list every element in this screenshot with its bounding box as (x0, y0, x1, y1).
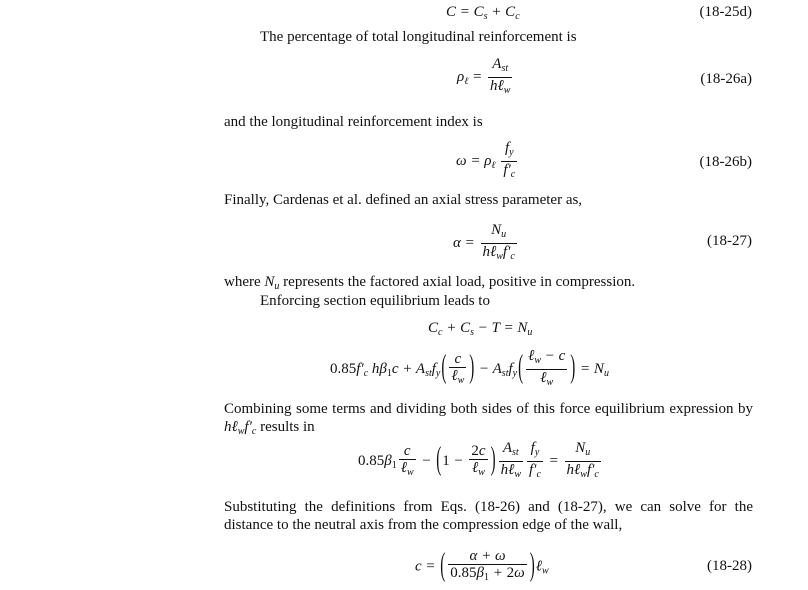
equation-number-18-26a: (18-26a) (700, 71, 752, 87)
equation-normalized-equilibrium: $0.85\beta_1$ $\frac{c}{\ell_w}$ − (1 − $\frac{2c}{\ell_w}$ ) $\frac{A_{st}}{h\ell_w}$ $\frac{f_y}{f'_c}$ = $\frac{N_u}{h\ell_wf'_c}$ (358, 440, 599, 480)
equation-number-18-27: (18-27) (707, 233, 752, 249)
paragraph-combining-terms-start: Combining some terms and dividing both sides of this force equilibrium expression by (224, 401, 753, 417)
equation-18-27: α = $\frac{N_u}{h\ell_wf'_c}$ (453, 222, 515, 262)
equation-force-balance: $C_c + C_s - T = N_u$ (428, 320, 533, 338)
equation-18-28: c = ( $\frac{\alpha + \omega}{0.85\beta_1 + 2\omega}$ )ℓ$_w$ (415, 548, 549, 584)
equation-18-26a: $\rho_\ell$ = $\frac{A_{st}}{h\ell_w}$ (457, 56, 511, 96)
paragraph-factored-axial-load: where $N_u$ represents the factored axial load, positive in compression. (224, 274, 636, 292)
paragraph-factored-axial-load-end: represents the factored axial load, positive in compression. (279, 274, 636, 290)
paragraph-section-equilibrium: Enforcing section equilibrium leads to (260, 293, 490, 309)
equation-number-18-28: (18-28) (707, 558, 752, 574)
paragraph-combining-terms-end: results in (256, 419, 315, 435)
equation-18-26b: $\omega = \rho_\ell$ $\frac{f_y}{f'_c}$ (456, 140, 516, 180)
paragraph-factored-axial-load-start: where (224, 274, 265, 290)
equation-expanded-equilibrium: $0.85f'_c$ $h\beta_1c + A_{st}f_y$( $\frac{c}{\ell_w}$ ) − $A_{st}f_y$( $\frac{\ell_w - c}{\ell_w}$ ) = $N_u$ (330, 348, 609, 388)
equation-number-18-25d: (18-25d) (699, 4, 752, 20)
paragraph-reinforcement-index: and the longitudinal reinforcement index is (224, 114, 483, 130)
paragraph-combining-terms: Combining some terms and dividing both sides of this force equilibrium expression by $h\ell_wf'_c$ results in (224, 401, 753, 437)
equation-18-25d: $C = C_s + C_c$ (446, 4, 520, 22)
paragraph-substituting-definitions: Substituting the definitions from Eqs. (18-26) and (18-27), we can solve for the distance to the neutral axis from the compression edge of the wall, (224, 499, 753, 533)
equation-number-18-26b: (18-26b) (699, 154, 752, 170)
paragraph-axial-stress-parameter: Finally, Cardenas et al. defined an axial stress parameter as, (224, 192, 583, 208)
paragraph-reinforcement-percentage: The percentage of total longitudinal reinforcement is (260, 29, 577, 45)
